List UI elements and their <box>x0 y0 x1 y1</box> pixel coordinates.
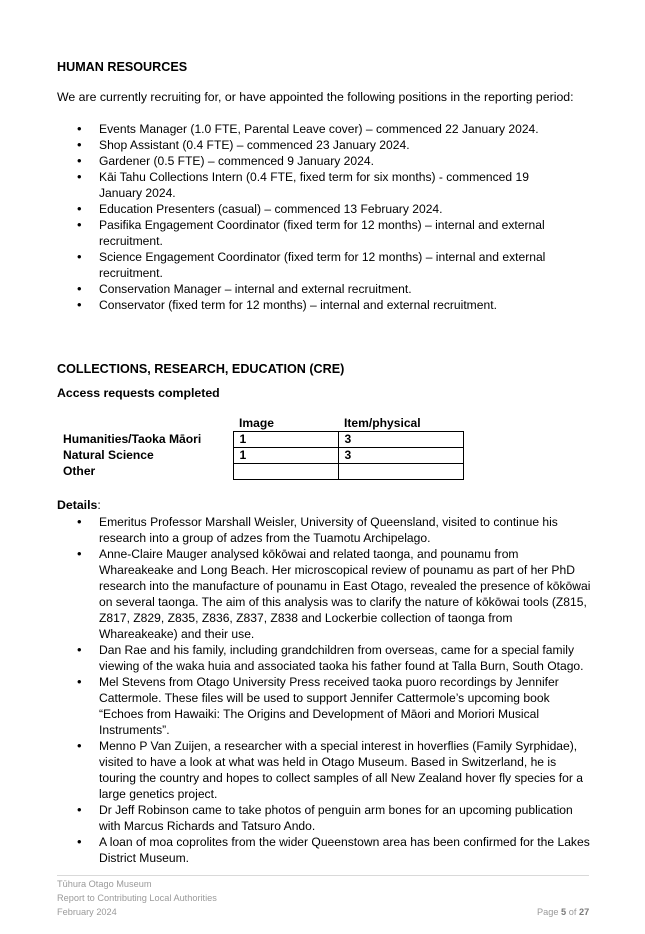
footer-divider <box>57 875 589 876</box>
list-item: • Kāi Tahu Collections Intern (0.4 FTE, fixed term for six months) - commenced 19 January 2024. <box>57 169 557 201</box>
page-number: Page 5 of 27 <box>537 907 590 917</box>
details-label: Details: <box>57 498 101 512</box>
list-item: • Education Presenters (casual) – commenced 13 February 2024. <box>57 201 557 217</box>
row-label: Other <box>63 464 96 478</box>
list-item: • Shop Assistant (0.4 FTE) – commenced 23 January 2024. <box>57 137 557 153</box>
column-header-image: Image <box>239 416 274 430</box>
list-item: • Pasifika Engagement Coordinator (fixed term for 12 months) – internal and external recruitment. <box>57 217 557 249</box>
image-cell: 1 <box>233 448 338 464</box>
list-item: • Dr Jeff Robinson came to take photos of penguin arm bones for an upcoming publication with Marcus Richards and Tatsuro Ando. <box>57 802 592 834</box>
access-requests-subheading: Access requests completed <box>57 386 220 400</box>
image-cell: 1 <box>233 432 338 448</box>
list-item: • Science Engagement Coordinator (fixed term for 12 months) – internal and external recruitment. <box>57 249 557 281</box>
row-label: Natural Science <box>63 448 154 462</box>
table-header-row <box>57 416 463 432</box>
details-list <box>57 514 592 866</box>
hr-intro: We are currently recruiting for, or have appointed the following positions in the reporting period: <box>57 90 574 104</box>
table-row <box>57 448 463 464</box>
list-item: • A loan of moa coprolites from the wider Queenstown area has been confirmed for the Lakes District Museum. <box>57 834 592 866</box>
access-requests-table <box>57 416 464 480</box>
list-item: • Gardener (0.5 FTE) – commenced 9 January 2024. <box>57 153 557 169</box>
list-item: • Mel Stevens from Otago University Press received taoka puoro recordings by Jennifer Cattermole. These files will be used to support Jennifer Cattermole’s upcoming book “Echoes from Hawaiki: The Origins and Development of Māori and Moriori Musical Instruments”. <box>57 674 592 738</box>
list-item: • Events Manager (1.0 FTE, Parental Leave cover) – commenced 22 January 2024. <box>57 121 557 137</box>
list-item: • Menno P Van Zuijen, a researcher with a special interest in hoverflies (Family Syrphidae), visited to have a look at what was held in Otago Museum. Based in Switzerland, he is touring the country and hopes to collect samples of all New Zealand hover fly species for a large genetics project. <box>57 738 592 802</box>
image-cell <box>233 464 338 480</box>
list-item: • Anne-Claire Mauger analysed kōkōwai and related taonga, and pounamu from Whareakeake and Long Beach. Her microscopical review of pounamu as part of her PhD research into the manufacture of pounamu in East Otago, revealed the presence of kōkōwai on several taonga. The aim of this analysis was to clarify the nature of kōkōwai tools (Z815, Z817, Z829, Z835, Z836, Z837, Z838 and Lockerbie collection of taonga from Whareakeake) and their use. <box>57 546 592 642</box>
table-row <box>57 432 463 448</box>
item-cell: 3 <box>338 448 463 464</box>
item-cell: 3 <box>338 432 463 448</box>
cre-heading: COLLECTIONS, RESEARCH, EDUCATION (CRE) <box>57 362 345 376</box>
row-label: Humanities/Taoka Māori <box>63 432 202 446</box>
list-item: • Conservation Manager – internal and external recruitment. <box>57 281 557 297</box>
item-cell <box>338 464 463 480</box>
hr-positions-list <box>57 121 557 313</box>
hr-heading: HUMAN RESOURCES <box>57 60 188 74</box>
footer-report-title: Report to Contributing Local Authorities <box>57 893 217 903</box>
table-row <box>57 464 463 480</box>
footer-date: February 2024 <box>57 907 117 917</box>
list-item: • Conservator (fixed term for 12 months) – internal and external recruitment. <box>57 297 557 313</box>
footer-org: Tūhura Otago Museum <box>57 879 152 889</box>
column-header-item-physical: Item/physical <box>344 416 421 430</box>
list-item: • Emeritus Professor Marshall Weisler, University of Queensland, visited to continue his research into a group of adzes from the Tuamotu Archipelago. <box>57 514 592 546</box>
list-item: • Dan Rae and his family, including grandchildren from overseas, came for a special family viewing of the waka huia and associated taoka his father found at Talla Burn, South Otago. <box>57 642 592 674</box>
